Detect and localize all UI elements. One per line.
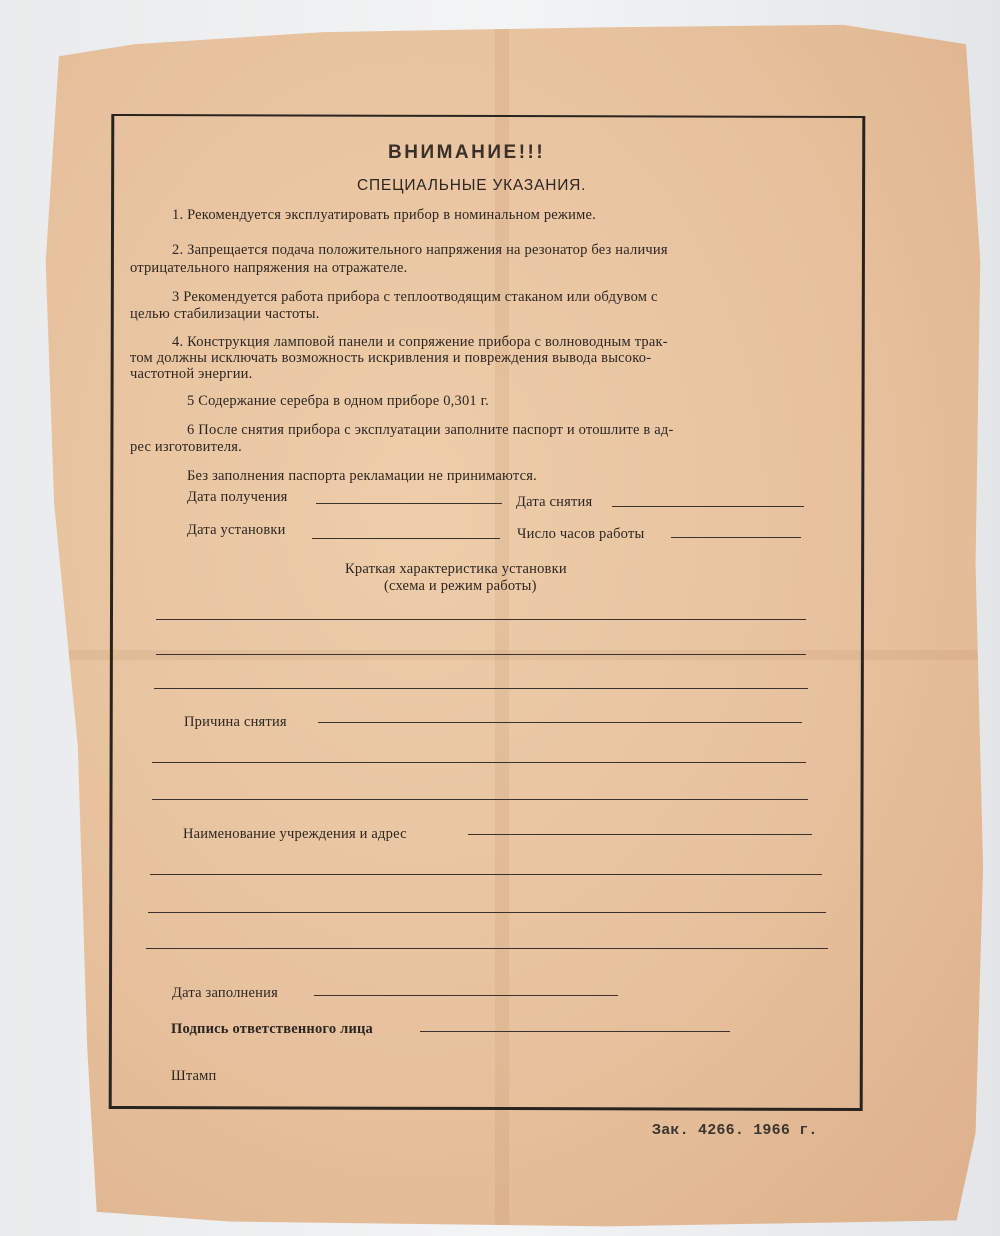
received-date-line bbox=[316, 503, 502, 504]
summary-line-1 bbox=[156, 619, 806, 620]
received-date-label: Дата получения bbox=[187, 489, 288, 505]
institution-line-4 bbox=[146, 948, 828, 949]
instruction-1: 1. Рекомендуется эксплуатировать прибор в номинальном режиме. bbox=[172, 207, 596, 223]
print-order-number: Зак. 4266. 1966 г. bbox=[652, 1122, 818, 1139]
instruction-2: 2. Запрещается подача положительного напряжения на резонатор без наличия bbox=[172, 242, 668, 258]
reason-line-2 bbox=[152, 762, 806, 763]
instruction-4: 4. Конструкция ламповой панели и сопряжение прибора с волноводным трак- bbox=[172, 334, 668, 350]
claims-note: Без заполнения паспорта рекламации не принимаются. bbox=[187, 468, 537, 484]
fill-date-line bbox=[314, 995, 618, 996]
summary-subtitle: (схема и режим работы) bbox=[384, 578, 537, 594]
removed-date-line bbox=[612, 506, 804, 507]
institution-line bbox=[468, 834, 812, 835]
work-hours-label: Число часов работы bbox=[517, 526, 645, 542]
removal-reason-line bbox=[318, 722, 802, 723]
summary-line-2 bbox=[156, 654, 806, 655]
removed-date-label: Дата снятия bbox=[516, 494, 593, 510]
signature-line bbox=[420, 1031, 730, 1032]
installed-date-line bbox=[312, 538, 500, 539]
institution-line-2 bbox=[150, 874, 822, 875]
signature-label: Подпись ответственного лица bbox=[171, 1021, 374, 1037]
subtitle: СПЕЦИАЛЬНЫЕ УКАЗАНИЯ. bbox=[357, 177, 587, 194]
instruction-6-cont: рес изготовителя. bbox=[130, 439, 242, 455]
instruction-2-cont: отрицательного напряжения на отражателе. bbox=[130, 260, 408, 276]
removal-reason-label: Причина снятия bbox=[184, 714, 287, 730]
institution-line-3 bbox=[148, 912, 826, 913]
stamp-label: Штамп bbox=[171, 1068, 217, 1084]
reason-line-3 bbox=[152, 799, 808, 800]
instruction-5: 5 Содержание серебра в одном приборе 0,301 г. bbox=[187, 393, 490, 409]
instruction-4-cont: том должны исключать возможность искривления и повреждения вывода высоко- bbox=[130, 350, 652, 366]
institution-label: Наименование учреждения и адрес bbox=[183, 826, 407, 842]
fill-date-label: Дата заполнения bbox=[172, 985, 278, 1001]
installed-date-label: Дата установки bbox=[187, 522, 286, 538]
instruction-3-cont: целью стабилизации частоты. bbox=[130, 306, 320, 322]
instruction-6: 6 После снятия прибора с эксплуатации заполните паспорт и отошлите в ад- bbox=[187, 422, 674, 438]
page-title: ВНИМАНИЕ!!! bbox=[388, 142, 546, 163]
summary-title: Краткая характеристика установки bbox=[345, 561, 567, 577]
work-hours-line bbox=[671, 537, 801, 538]
instruction-3: 3 Рекомендуется работа прибора с теплоотводящим стаканом или обдувом с bbox=[172, 289, 658, 305]
instruction-4-cont2: частотной энергии. bbox=[130, 366, 253, 382]
summary-line-3 bbox=[154, 688, 808, 689]
